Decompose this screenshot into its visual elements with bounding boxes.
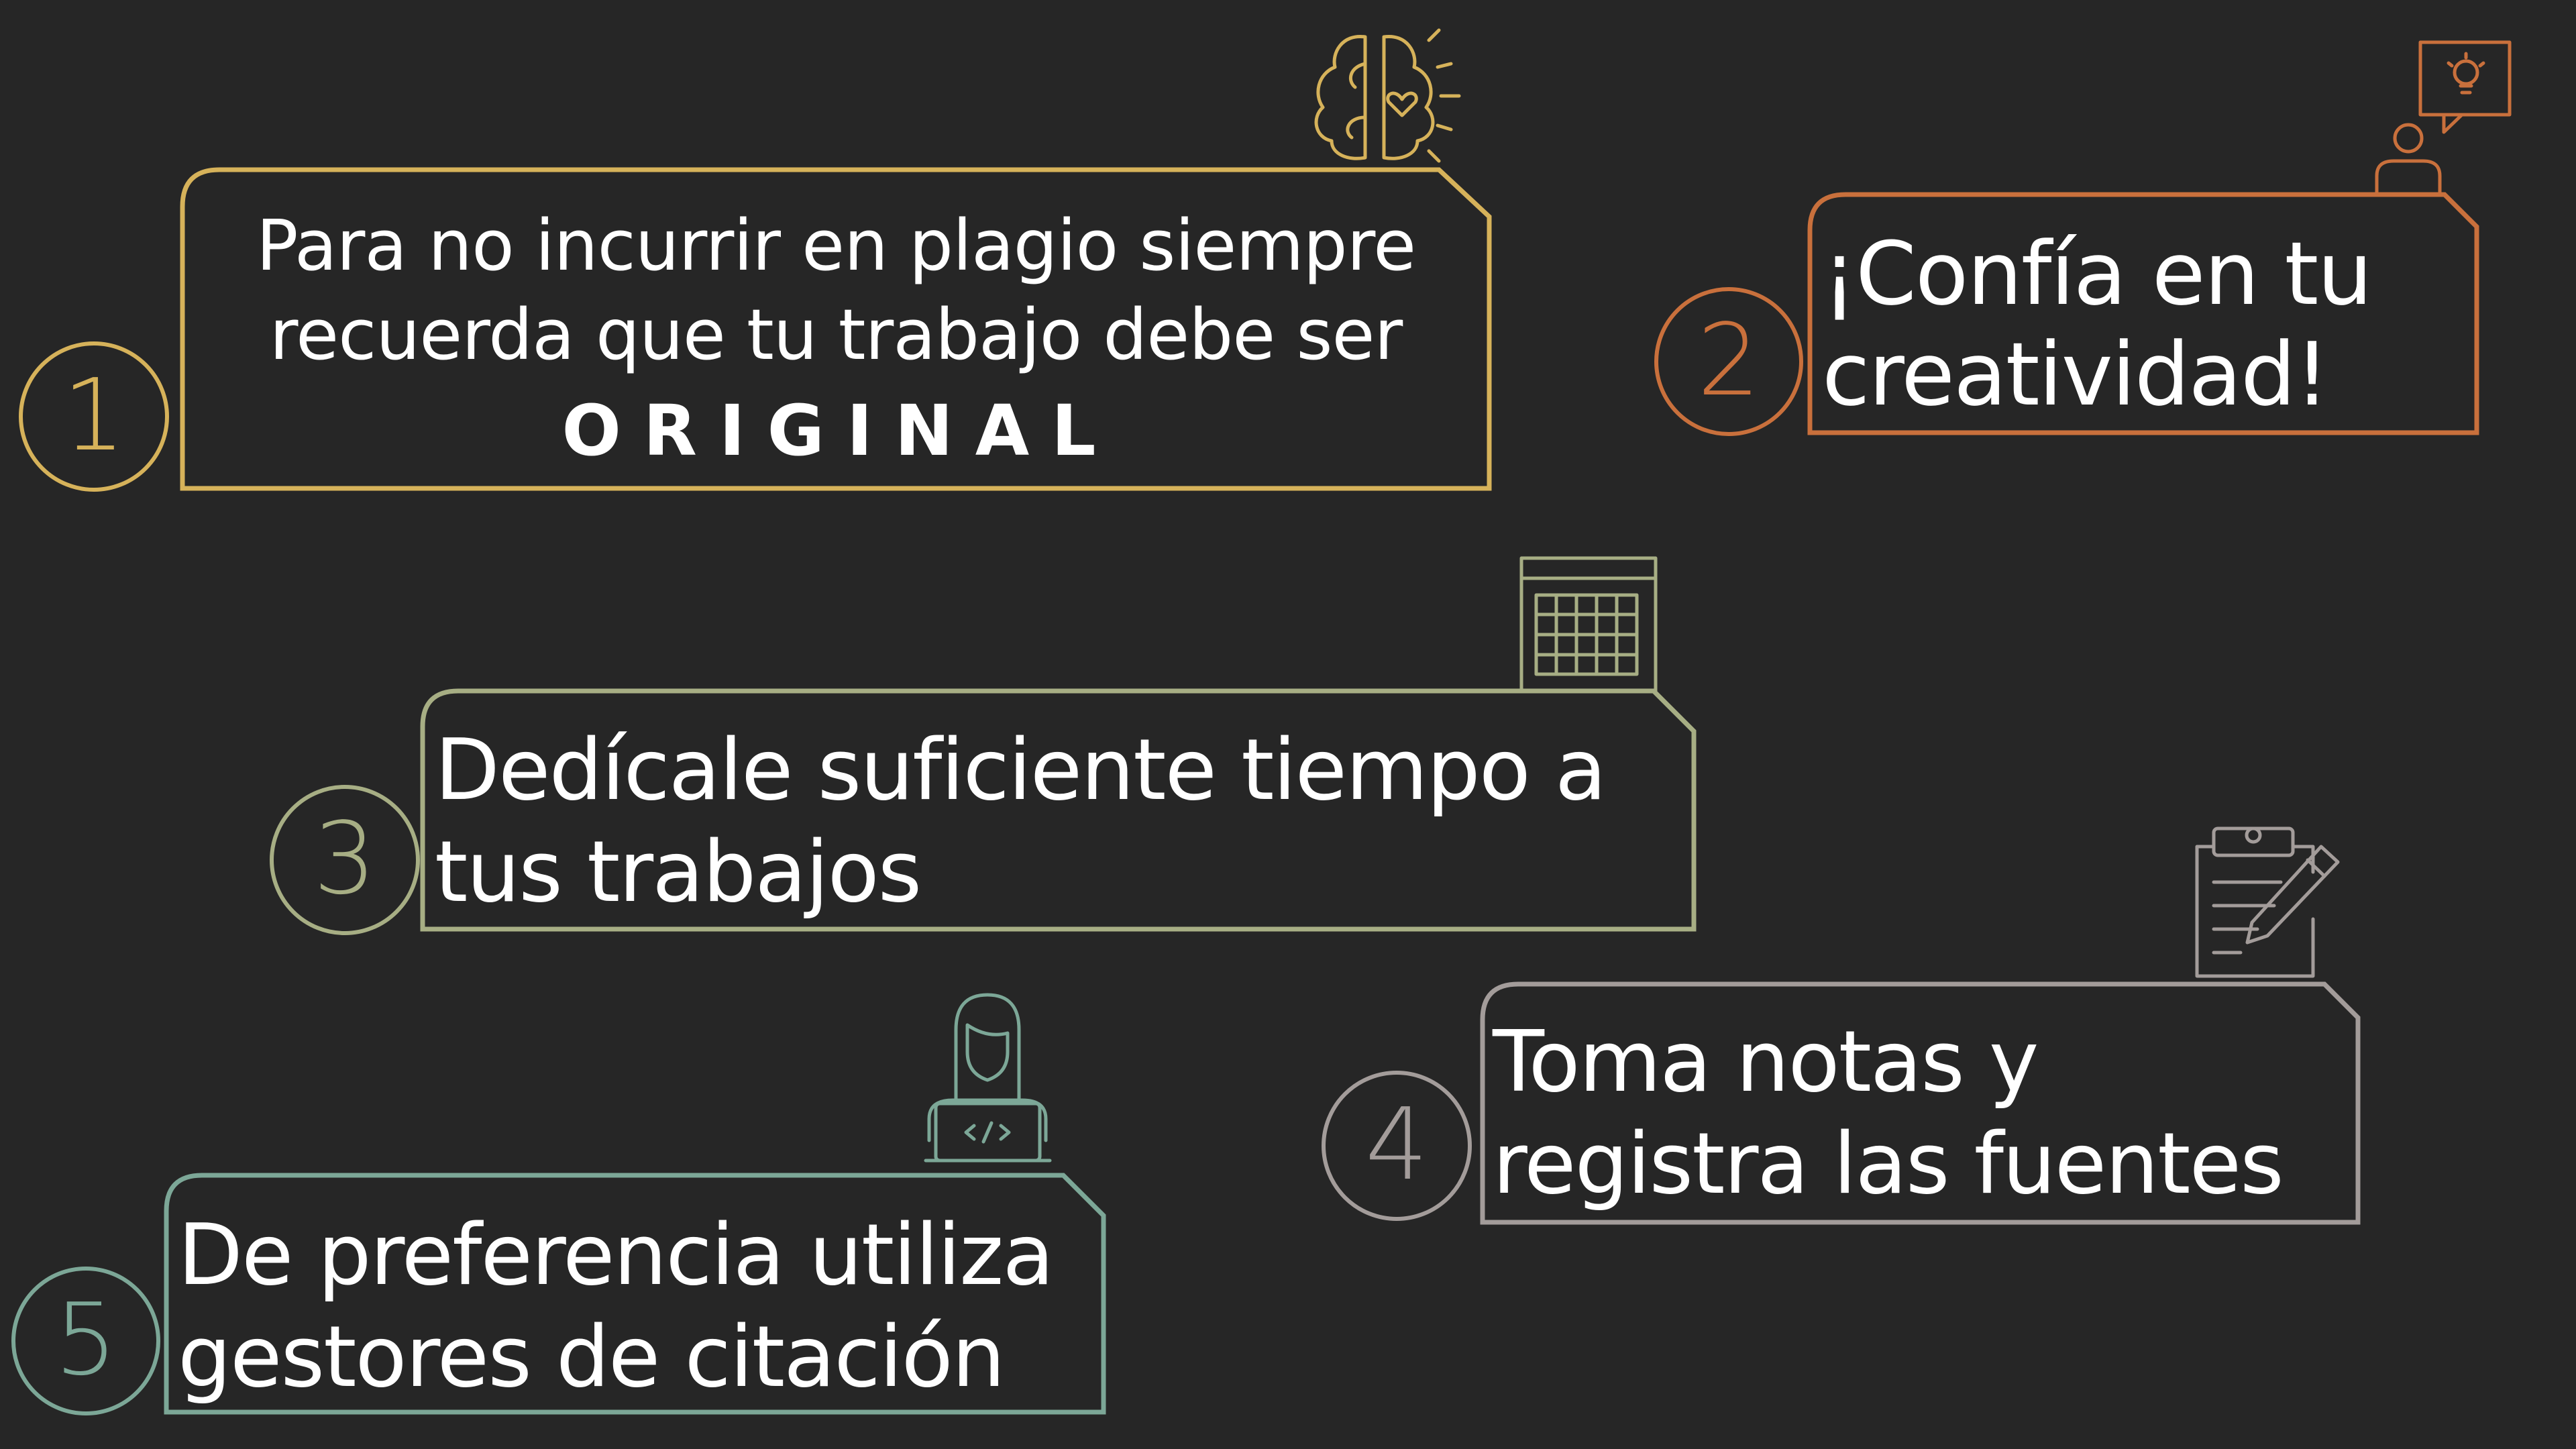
tip-3-text (435, 719, 1605, 923)
tip-2-line-1: ¡Confía en tu (1822, 223, 2371, 325)
tip-1-line-1: Para no incurrir en plagio siempre (256, 205, 1416, 286)
tip-5-line-1: De preferencia utiliza (178, 1205, 1053, 1304)
tip-3-line-2: tus trabajos (435, 822, 921, 921)
person-laptop-code-icon (926, 995, 1050, 1161)
tip-4-text (1493, 1011, 2283, 1215)
tip-5-number: 5 (54, 1282, 118, 1397)
tip-4-number: 4 (1364, 1087, 1429, 1202)
tip-1-line-2: recuerda que tu trabajo debe ser (269, 294, 1403, 376)
clipboard-pencil-icon (2197, 828, 2338, 976)
tip-2-number: 2 (1697, 303, 1761, 418)
tip-4-line-1: Toma notas y (1493, 1012, 2038, 1111)
tip-3-number: 3 (313, 801, 377, 916)
tip-4-line-2: registra las fuentes (1493, 1114, 2283, 1213)
tip-3-line-1: Dedícale suficiente tiempo a (435, 720, 1606, 819)
calendar-icon (1521, 558, 1656, 691)
tip-2-line-2: creatividad! (1822, 323, 2328, 425)
tip-5-text (178, 1204, 1053, 1408)
tip-5-line-2: gestores de citación (178, 1307, 1004, 1406)
tip-1-number: 1 (62, 358, 126, 473)
tip-1-text (182, 201, 1489, 380)
brain-heart-icon (1316, 30, 1459, 161)
tip-2-text (1822, 223, 2371, 425)
person-idea-icon (2377, 42, 2510, 195)
tip-1-emphasis: ORIGINAL (561, 390, 1118, 472)
